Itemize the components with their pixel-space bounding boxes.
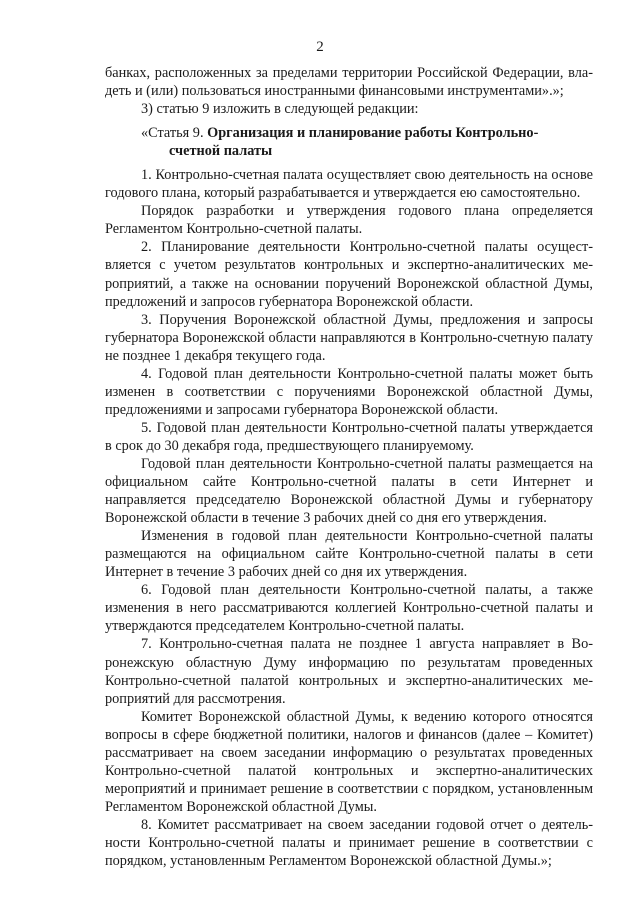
page-number: 2 [316, 39, 324, 55]
paragraph-8: Изменения в годовой план деятельности Контрольно-счетной палаты размещаются на официальном сайте Контрольно-счетной палаты в сети Интернет в течение 3 рабочих дней со дня их утверждения. [105, 528, 593, 581]
amendment-item-3: 3) статью 9 изложить в следующей редакции: [141, 101, 419, 118]
paragraph-4: 3. Поручения Воронежской областной Думы, предложения и запросы губернатора Воронежской области направляются в Контрольно-счетную палату не позднее 1 декабря текущего года. [105, 311, 593, 364]
document-body [105, 64, 593, 870]
article-title-line1: Организация и планирование работы Контрольно- [207, 125, 539, 142]
paragraph-7: Годовой план деятельности Контрольно-счетной палаты размещается на официальном сайте Контрольно-счетной палаты в сети Интернет и направляется председателю Воронежской областной Думы и губернатору Воронежской области в течение 3 рабочих дней со дня его утверждения. [105, 455, 593, 527]
intro-continuation: банках, расположенных за пределами территории Российской Федерации, владеть и (или) пользоваться иностранными финансовыми инструментами».»; [105, 65, 593, 100]
article-prefix: «Статья 9. [141, 125, 208, 142]
paragraph-3: 2. Планирование деятельности Контрольно-счетной палаты осуществляется с учетом результатов контрольных и экспертно-аналитических мероприятий, а также на основании поручений Воронежской областной Думы, предложений и запросов губернатора Воронежской области. [105, 239, 593, 310]
paragraph-9: 6. Годовой план деятельности Контрольно-счетной палаты, а также изменения в него рассматриваются коллегией Контрольно-счетной палаты и утверждаются председателем Контрольно-счетной палаты. [105, 582, 593, 635]
paragraph-10: 7. Контрольно-счетная палата не позднее 1 августа направляет в Воронежскую областную Думу информацию по результатам проведенных Контрольно-счетной палатой контрольных и экспертно-аналитических мероприятий для рассмотрения. [105, 636, 593, 707]
paragraph-6: 5. Годовой план деятельности Контрольно-счетной палаты утверждается в срок до 30 декабря года, предшествующего планируемому. [105, 419, 593, 454]
paragraph-5: 4. Годовой план деятельности Контрольно-счетной палаты может быть изменен в соответствии с поручениями Воронежской областной Думы, предложениями и запросами губернатора Воронежской области. [105, 365, 593, 418]
paragraph-12: 8. Комитет рассматривает на своем заседании годовой отчет о деятельности Контрольно-счетной палаты и принимает решение в соответствии с порядком, установленным Регламентом Воронежской областной Думы.»; [105, 816, 593, 870]
article-heading [105, 124, 593, 160]
paragraph-2: Порядок разработки и утверждения годового плана определяется Регламентом Контрольно-счетной палаты. [105, 203, 593, 238]
article-title-line2: счетной палаты [169, 143, 273, 160]
paragraph-1: 1. Контрольно-счетная палата осуществляет свою деятельность на основе годового плана, который разрабатывается и утверждается ею самостоятельно. [105, 167, 593, 202]
paragraph-11: Комитет Воронежской областной Думы, к ведению которого относятся вопросы в сфере бюджетной политики, налогов и финансов (далее – Комитет) рассматривает на своем заседании информацию о результатах проведенных Контрольно-счетной палатой контрольных и экспертно-аналитических мероприятий и принимает решение в соответствии с порядком, установленным Регламентом Воронежской областной Думы. [105, 708, 593, 815]
